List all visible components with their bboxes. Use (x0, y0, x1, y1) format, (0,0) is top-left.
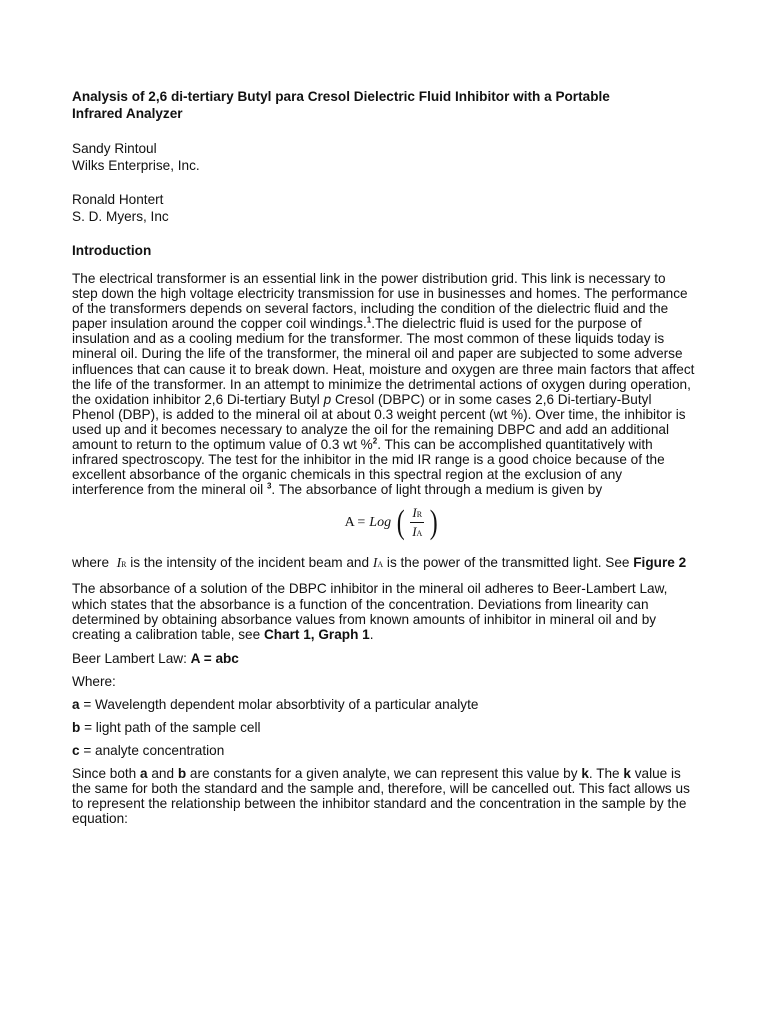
document-page (72, 88, 712, 826)
title-line-2: Infrared Analyzer (72, 106, 183, 121)
equation-lhs: A = (344, 514, 366, 530)
title-line-1: Analysis of 2,6 di-tertiary Butyl para Cresol Dielectric Fluid Inhibitor with a Portable (72, 89, 610, 104)
text-line: interference from the mineral oil $^3$. The absorbance of light through a medium is given by (72, 481, 603, 498)
intensity-symbol: IR (116, 555, 127, 571)
reference-1: 1 (366, 315, 372, 325)
constant-k-paragraph (72, 766, 712, 826)
reference-2: 2 (372, 436, 378, 446)
introduction-paragraph (72, 271, 712, 497)
text-line: infrared spectroscopy. The test for the inhibitor in the mid IR range is a good choice because of the (72, 452, 665, 468)
text-line: creating a calibration table, see Chart 1, Graph 1. (72, 626, 374, 642)
fraction-numerator: IR (410, 505, 424, 523)
section-heading-introduction: Introduction (72, 243, 152, 258)
text-line: paper insulation around the copper coil windings.$^1$.The dielectric fluid is used for the purpose of (72, 315, 642, 332)
text-line: excellent absorbance of the organic chemicals in this spectral region at the exclusion of any (72, 467, 623, 483)
chart-reference: Chart 1, Graph 1 (263, 626, 370, 642)
author-affiliation: Wilks Enterprise, Inc. (72, 158, 200, 173)
text-line: The absorbance of a solution of the DBPC inhibitor in the mineral oil adheres to Beer-Lambert Law, (72, 581, 668, 597)
author-block-1 (72, 140, 712, 174)
text-line: used up and it becomes necessary to analyze the oil for the remaining DBPC and add an additional (72, 421, 669, 437)
text-line: the oxidation inhibitor 2,6 Di-tertiary Butyl p Cresol (DBPC) or in some cases 2,6 Di-tertiary-Butyl (72, 391, 652, 407)
equation-fraction (410, 505, 424, 540)
where-label: Where: (72, 673, 116, 689)
fraction-denominator: IA (412, 524, 423, 540)
text-line: Phenol (DBP), is added to the mineral oil at about 0.3 weight percent (wt %). Over time, the inhibitor is (72, 406, 686, 422)
text-line: Since both a and b are constants for a given analyte, we can represent this value by k. The k value is (72, 765, 681, 781)
equation-where-line: where IR is the intensity of the incident beam and IA is the power of the transmitted light. See Figure 2 (72, 555, 687, 571)
beer-lambert-law: Beer Lambert Law: A = abc (72, 650, 239, 666)
equation-log: Log (369, 514, 392, 530)
text-line: amount to return to the optimum value of 0.3 wt %$^2$. This can be accomplished quantitatively with (72, 436, 653, 453)
text-line: step down the high voltage electricity transmission for use in businesses and homes. The performance (72, 286, 688, 302)
author-name: Ronald Hontert (72, 192, 164, 207)
author-block-2 (72, 191, 712, 225)
text-line: the life of the transformer. In an attempt to minimize the detrimental actions of oxygen during operation, (72, 376, 691, 392)
text-line: the same for both the standard and the sample and, therefore, will be cancelled out. This fact allows us (72, 780, 690, 796)
reference-3: 3 (266, 481, 272, 491)
text-line: equation: (72, 811, 128, 827)
figure-reference: Figure 2 (633, 555, 687, 571)
absorbance-equation (72, 505, 712, 545)
paper-title (72, 88, 712, 122)
text-line: mineral oil. During the life of the transformer, the mineral oil and paper are subjected to some adverse (72, 346, 683, 362)
text-line: The electrical transformer is an essential link in the power distribution grid. This link is necessary to (72, 271, 666, 286)
text-line: to represent the relationship between the inhibitor standard and the concentration in the sample by the (72, 795, 687, 811)
author-affiliation: S. D. Myers, Inc (72, 209, 169, 224)
beer-lambert-paragraph (72, 581, 712, 641)
definition-a: a = Wavelength dependent molar absorbtivity of a particular analyte (72, 696, 479, 712)
text-line: which states that the absorbance is a function of the concentration. Deviations from linearity can (72, 596, 649, 612)
beer-lambert-formula: A = abc (190, 650, 239, 666)
author-name: Sandy Rintoul (72, 141, 157, 156)
power-symbol: IA (372, 555, 384, 571)
close-paren-glyph: ) (429, 503, 438, 541)
definition-b: b = light path of the sample cell (72, 719, 261, 735)
text-line: of the transformers depends on several factors, including the condition of the dielectric fluid and the (72, 301, 669, 317)
definition-c: c = analyte concentration (72, 742, 225, 758)
open-paren-glyph: ( (396, 503, 405, 541)
text-line: influences that can cause it to break down. Heat, moisture and oxygen are three main factors that affect (72, 361, 695, 377)
text-line: insulation and as a cooling medium for the transformer. The most common of these liquids today is (72, 331, 665, 347)
text-line: determined by obtaining absorbance values from known amounts of inhibitor in mineral oil and by (72, 611, 657, 627)
